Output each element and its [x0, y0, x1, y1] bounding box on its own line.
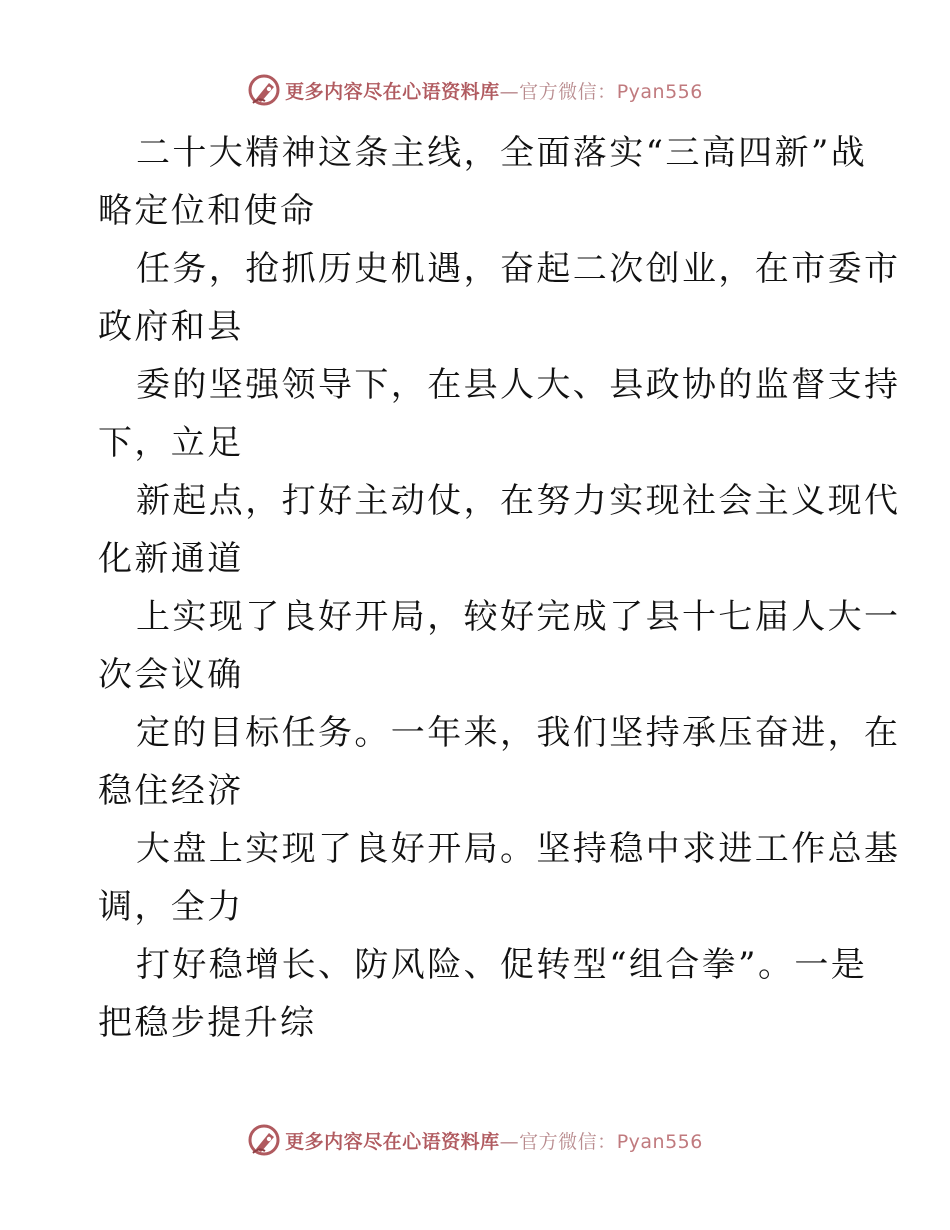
- watermark-site: 更多内容尽在心语资料库: [285, 1130, 500, 1153]
- text-line: 稳住经济: [98, 771, 244, 811]
- text-line: 上实现了良好开局，较好完成了县十七届人大一: [136, 597, 901, 637]
- pen-nib-seal-icon: [247, 73, 281, 107]
- footer-watermark: [0, 1120, 950, 1160]
- text-line: 任务，抢抓历史机遇，奋起二次创业，在市委市: [136, 249, 901, 289]
- text-line: 打好稳增长、防风险、促转型“组合拳”。一是: [136, 945, 868, 985]
- watermark-label: 官方微信：: [519, 1130, 617, 1153]
- watermark-text: [285, 77, 703, 104]
- watermark-text: [285, 1127, 703, 1154]
- text-line: 调，全力: [98, 887, 244, 927]
- watermark-dash: —: [499, 80, 520, 103]
- pen-nib-seal-icon: [247, 1123, 281, 1157]
- text-line: 定的目标任务。一年来，我们坚持承压奋进，在: [136, 713, 901, 753]
- text-line: 化新通道: [98, 539, 244, 579]
- text-line: 委的坚强领导下，在县人大、县政协的监督支持: [136, 365, 901, 405]
- watermark-label: 官方微信：: [519, 80, 617, 103]
- text-line: 略定位和使命: [98, 191, 317, 231]
- text-line: 政府和县: [98, 307, 244, 347]
- text-line: 下，立足: [98, 423, 244, 463]
- watermark-wechat-id: Pyan556: [616, 1130, 703, 1153]
- text-line: 二十大精神这条主线，全面落实“三高四新”战: [136, 133, 868, 173]
- watermark-site: 更多内容尽在心语资料库: [285, 80, 500, 103]
- watermark-dash: —: [499, 1130, 520, 1153]
- text-line: 次会议确: [98, 655, 244, 695]
- document-body: [98, 124, 901, 1052]
- text-line: 把稳步提升综: [98, 1003, 317, 1043]
- text-line: 新起点，打好主动仗，在努力实现社会主义现代: [136, 481, 901, 521]
- watermark-wechat-id: Pyan556: [616, 80, 703, 103]
- header-watermark: [0, 70, 950, 110]
- text-line: 大盘上实现了良好开局。坚持稳中求进工作总基: [136, 829, 901, 869]
